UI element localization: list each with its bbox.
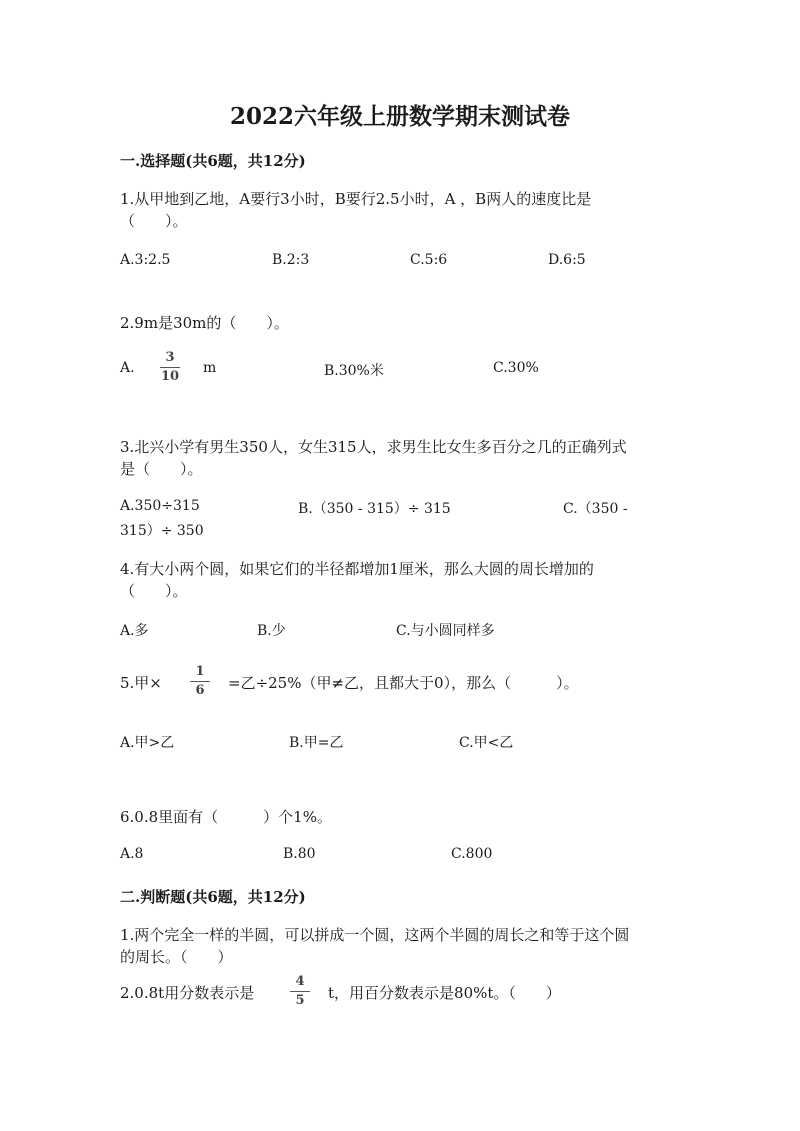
judgement-2-fraction	[288, 974, 312, 1009]
q6-option-b[interactable]: B.80	[283, 846, 316, 862]
q5-option-c[interactable]: C.甲<乙	[459, 735, 514, 751]
question-5-prefix: 5.甲×	[120, 674, 162, 692]
q3-option-c-line-2[interactable]: 315）÷ 350	[120, 523, 204, 539]
fraction-numerator: 4	[295, 974, 305, 989]
page-title: 2022六年级上册数学期末测试卷	[229, 103, 570, 130]
q2-option-a-label[interactable]: A.	[120, 360, 135, 376]
question-5-suffix: =乙÷25%（甲≠乙，且都大于0），那么（ ）。	[228, 674, 579, 692]
q2-option-b[interactable]: B.30%米	[324, 363, 384, 379]
q3-option-a[interactable]: A.350÷315	[120, 498, 200, 514]
q4-option-a[interactable]: A.多	[120, 623, 149, 639]
question-1-line-2: （ ）。	[120, 212, 188, 230]
question-3-line-1: 3.北兴小学有男生350人，女生315人，求男生比女生多百分之几的正确列式	[120, 438, 627, 456]
judgement-2-suffix: t，用百分数表示是80%t。（ ）	[328, 984, 561, 1002]
question-4-line-2: （ ）。	[120, 582, 188, 600]
q1-option-a[interactable]: A.3:2.5	[120, 252, 171, 268]
section-heading-choice: 一.选择题(共6题，共12分)	[120, 152, 306, 170]
q3-option-b[interactable]: B.（350 - 315）÷ 315	[298, 501, 451, 517]
q6-option-c[interactable]: C.800	[451, 846, 493, 862]
fraction-numerator: 1	[195, 664, 205, 679]
fraction-bar	[190, 681, 210, 682]
section-heading-judgement: 二.判断题(共6题，共12分)	[120, 888, 306, 906]
fraction-numerator: 3	[165, 350, 175, 365]
question-6-stem: 6.0.8里面有（ ）个1%。	[120, 808, 332, 826]
q6-option-a[interactable]: A.8	[120, 846, 144, 862]
fraction-denominator: 5	[295, 993, 305, 1008]
q1-option-d[interactable]: D.6:5	[548, 252, 586, 268]
q1-option-b[interactable]: B.2:3	[272, 252, 310, 268]
judgement-1-line-1: 1.两个完全一样的半圆，可以拼成一个圆，这两个半圆的周长之和等于这个圆	[120, 926, 630, 944]
question-2-stem: 2.9m是30m的（ ）。	[120, 314, 289, 332]
judgement-1-line-2: 的周长。（ ）	[120, 948, 233, 966]
q4-option-b[interactable]: B.少	[257, 623, 286, 639]
q3-option-c-line-1[interactable]: C.（350 -	[563, 501, 628, 517]
q2-option-c[interactable]: C.30%	[493, 360, 539, 376]
fraction-denominator: 10	[160, 369, 180, 384]
fraction-bar	[160, 367, 180, 368]
q5-fraction	[188, 664, 212, 699]
q1-option-c[interactable]: C.5:6	[410, 252, 448, 268]
question-3-line-2: 是（ ）。	[120, 460, 203, 478]
fraction-denominator: 6	[195, 683, 205, 698]
judgement-2-prefix: 2.0.8t用分数表示是	[120, 984, 255, 1002]
question-4-line-1: 4.有大小两个圆，如果它们的半径都增加1厘米，那么大圆的周长增加的	[120, 560, 594, 578]
q5-option-b[interactable]: B.甲=乙	[289, 735, 344, 751]
q5-option-a[interactable]: A.甲>乙	[120, 735, 175, 751]
fraction-bar	[290, 991, 310, 992]
q4-option-c[interactable]: C.与小圆同样多	[396, 623, 495, 639]
q2-option-a-unit: m	[203, 360, 217, 376]
q2-option-a-fraction	[158, 350, 182, 385]
question-1-line-1: 1.从甲地到乙地，A要行3小时，B要行2.5小时，A ，B两人的速度比是	[120, 190, 592, 208]
